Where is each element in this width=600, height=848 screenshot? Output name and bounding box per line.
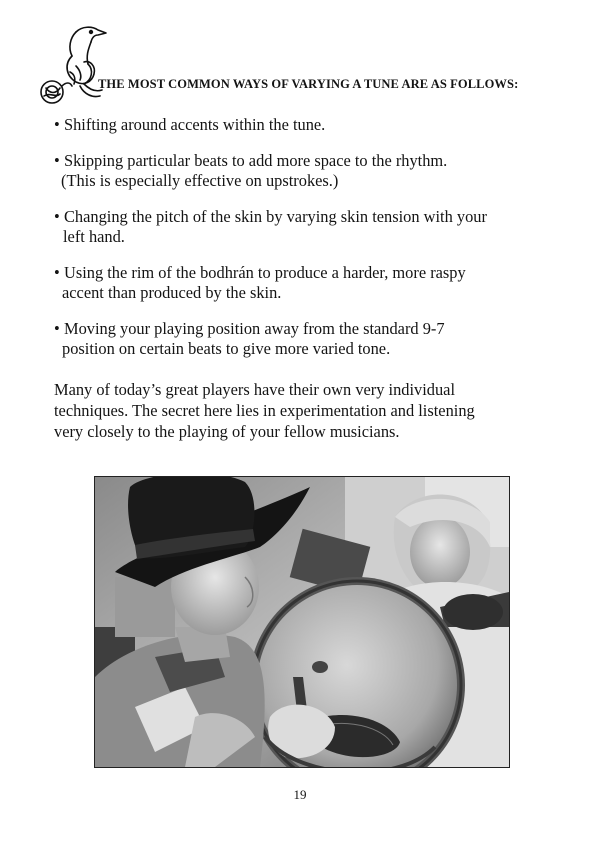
section-heading: THE MOST COMMON WAYS OF VARYING A TUNE ARE AS FOLLOWS:: [98, 77, 519, 91]
list-item-text: (This is especially effective on upstrokes.): [61, 171, 339, 190]
list-item: [54, 263, 554, 303]
variation-list: [54, 115, 554, 375]
bullet-symbol: •: [54, 151, 60, 170]
list-item-text: Moving your playing position away from the standard 9-7: [64, 319, 445, 338]
list-item-text: Shifting around accents within the tune.: [64, 115, 326, 134]
celtic-bird-knot-icon: [36, 22, 110, 108]
paragraph-line: techniques. The secret here lies in experimentation and listening: [54, 401, 475, 420]
list-item: [54, 207, 554, 247]
list-item-text: accent than produced by the skin.: [62, 283, 282, 302]
list-item: [54, 319, 554, 359]
page-number: 19: [293, 787, 307, 802]
list-item: [54, 115, 554, 135]
paragraph-line: Many of today’s great players have their own very individual: [54, 380, 456, 399]
bullet-symbol: •: [54, 115, 60, 134]
list-item-text: Skipping particular beats to add more space to the rhythm.: [64, 151, 448, 170]
list-item: [54, 151, 554, 191]
list-item-text: Using the rim of the bodhrán to produce a harder, more raspy: [64, 263, 466, 282]
photo-illustration: [95, 477, 509, 767]
list-item-text: Changing the pitch of the skin by varying skin tension with your: [64, 207, 487, 226]
bullet-symbol: •: [54, 263, 60, 282]
paragraph-line: very closely to the playing of your fellow musicians.: [54, 422, 400, 441]
body-paragraph: [54, 379, 554, 442]
photo-boy-with-bodhran-and-girl-with-fiddle: [94, 476, 510, 768]
bullet-symbol: •: [54, 207, 60, 226]
bullet-symbol: •: [54, 319, 60, 338]
list-item-text: position on certain beats to give more varied tone.: [62, 339, 391, 358]
list-item-text: left hand.: [63, 227, 125, 246]
